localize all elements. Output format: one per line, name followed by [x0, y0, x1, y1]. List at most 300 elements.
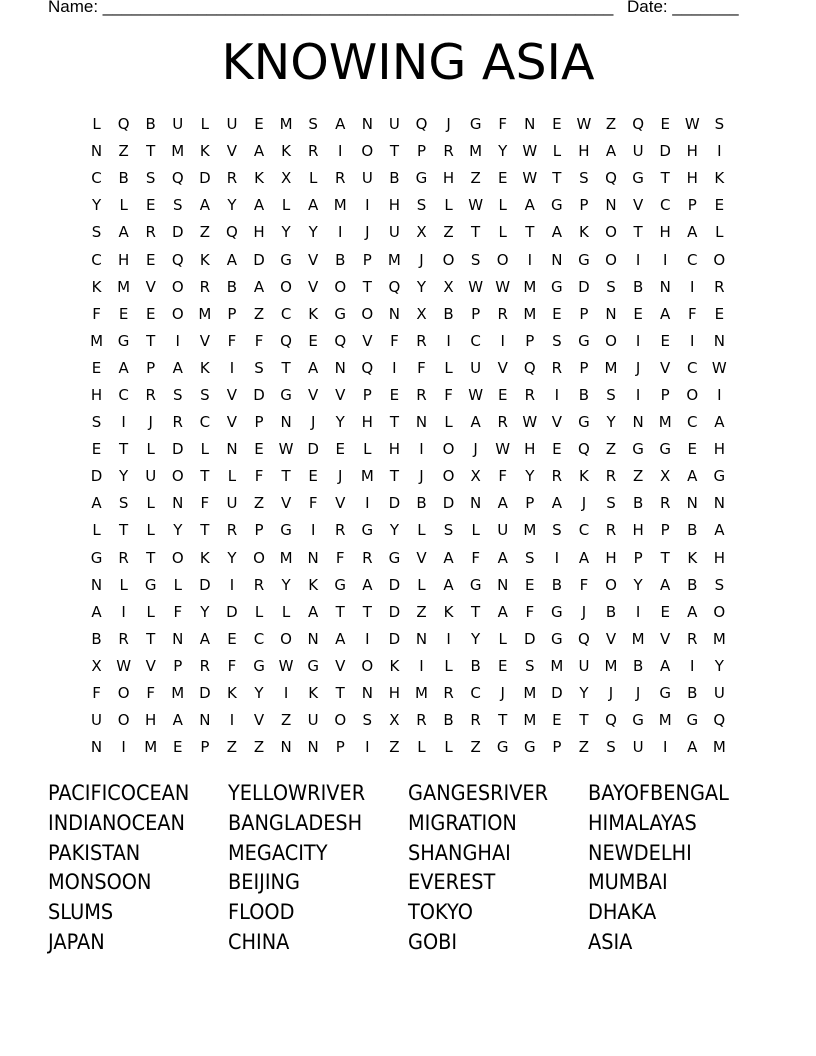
grid-letter: J: [310, 413, 316, 432]
grid-letter: S: [552, 331, 562, 350]
grid-row: [83, 165, 733, 192]
grid-row: [83, 517, 733, 544]
grid-letter: E: [660, 331, 670, 350]
grid-letter: Y: [633, 575, 643, 594]
grid-letter: R: [145, 223, 156, 242]
grid-letter: X: [416, 304, 427, 323]
grid-letter: V: [199, 331, 210, 350]
grid-letter: A: [308, 196, 319, 215]
grid-letter: W: [278, 656, 294, 675]
grid-letter: L: [254, 602, 264, 621]
grid-letter: R: [714, 277, 725, 296]
grid-letter: G: [523, 738, 536, 757]
grid-letter: Q: [280, 331, 292, 350]
grid-letter: R: [416, 385, 427, 404]
grid-letter: M: [117, 277, 131, 296]
grid-letter: E: [145, 250, 156, 269]
grid-letter: T: [471, 602, 481, 621]
grid-letter: A: [687, 223, 698, 242]
grid-letter: M: [279, 115, 293, 134]
grid-letter: I: [392, 358, 397, 377]
grid-letter: Z: [389, 738, 400, 757]
grid-letter: W: [711, 358, 727, 377]
grid-letter: U: [713, 684, 725, 703]
grid-letter: A: [714, 413, 725, 432]
grid-letter: O: [361, 304, 374, 323]
grid-letter: N: [686, 494, 698, 513]
grid-letter: V: [308, 250, 319, 269]
grid-letter: W: [468, 277, 484, 296]
grid-letter: I: [554, 548, 560, 567]
grid-letter: T: [146, 629, 156, 648]
grid-letter: Q: [415, 115, 428, 134]
grid-row: [83, 599, 733, 626]
word-list-item: SLUMS: [48, 900, 114, 925]
grid-letter: F: [254, 467, 264, 486]
grid-letter: P: [633, 548, 643, 567]
grid-letter: X: [389, 711, 400, 730]
grid-letter: G: [307, 656, 319, 675]
grid-letter: V: [226, 142, 238, 161]
grid-letter: Q: [171, 169, 184, 188]
grid-letter: H: [713, 548, 725, 567]
grid-letter: Y: [416, 277, 427, 296]
grid-letter: D: [90, 467, 103, 486]
grid-letter: M: [415, 684, 428, 703]
grid-letter: S: [308, 115, 318, 134]
grid-letter: A: [199, 629, 210, 648]
grid-letter: G: [551, 602, 563, 621]
grid-letter: D: [199, 575, 211, 594]
grid-letter: N: [172, 629, 184, 648]
grid-letter: Y: [525, 467, 535, 486]
grid-letter: P: [416, 142, 426, 161]
grid-letter: N: [307, 629, 319, 648]
grid-letter: E: [227, 629, 237, 648]
grid-letter: I: [554, 385, 560, 404]
word-list-item: MUMBAI: [588, 870, 668, 895]
grid-letter: T: [389, 413, 399, 432]
grid-letter: I: [446, 629, 451, 648]
grid-letter: I: [175, 331, 180, 350]
grid-letter: N: [226, 440, 238, 459]
grid-letter: G: [659, 440, 671, 459]
grid-letter: Z: [470, 738, 481, 757]
grid-letter: J: [338, 467, 343, 486]
grid-letter: L: [146, 521, 155, 540]
grid-letter: E: [173, 738, 183, 757]
grid-letter: V: [335, 656, 346, 675]
grid-letter: G: [713, 467, 726, 486]
grid-letter: T: [633, 223, 643, 242]
grid-letter: V: [497, 358, 508, 377]
grid-letter: Y: [227, 548, 237, 567]
grid-row: [83, 274, 733, 301]
grid-letter: H: [713, 440, 725, 459]
grid-letter: O: [171, 277, 184, 296]
grid-letter: T: [660, 169, 670, 188]
grid-letter: V: [416, 548, 427, 567]
grid-letter: T: [146, 331, 156, 350]
grid-letter: R: [199, 277, 211, 296]
grid-letter: T: [281, 358, 291, 377]
grid-letter: K: [389, 656, 400, 675]
grid-letter: E: [91, 358, 102, 377]
grid-row: [83, 111, 733, 138]
grid-letter: H: [90, 385, 103, 404]
grid-letter: R: [551, 358, 563, 377]
grid-letter: J: [635, 684, 641, 703]
grid-letter: I: [662, 738, 668, 757]
grid-letter: L: [119, 575, 128, 594]
grid-letter: H: [253, 223, 265, 242]
date-field-label: Date: _______: [627, 0, 739, 16]
grid-letter: V: [145, 656, 156, 675]
grid-letter: L: [498, 223, 507, 242]
grid-letter: U: [307, 711, 319, 730]
grid-letter: N: [713, 331, 725, 350]
grid-letter: U: [388, 223, 400, 242]
grid-letter: F: [498, 467, 508, 486]
grid-letter: A: [524, 196, 535, 215]
grid-letter: A: [497, 548, 508, 567]
grid-letter: P: [200, 738, 210, 757]
grid-letter: F: [525, 602, 535, 621]
grid-letter: S: [606, 738, 616, 757]
grid-letter: B: [145, 115, 156, 134]
grid-letter: K: [579, 223, 589, 242]
grid-letter: B: [443, 304, 454, 323]
grid-letter: M: [631, 629, 645, 648]
grid-letter: O: [442, 467, 455, 486]
grid-letter: W: [495, 277, 511, 296]
grid-letter: K: [579, 467, 589, 486]
grid-letter: A: [443, 575, 454, 594]
grid-letter: G: [415, 169, 428, 188]
grid-letter: X: [280, 169, 292, 188]
grid-letter: O: [117, 684, 130, 703]
grid-letter: W: [278, 440, 294, 459]
grid-letter: W: [116, 656, 132, 675]
grid-letter: E: [497, 169, 508, 188]
grid-letter: N: [713, 494, 725, 513]
grid-letter: U: [497, 521, 509, 540]
grid-letter: F: [227, 331, 237, 350]
grid-letter: L: [444, 656, 453, 675]
grid-letter: O: [117, 711, 130, 730]
grid-letter: I: [121, 413, 126, 432]
grid-letter: O: [334, 711, 347, 730]
grid-letter: J: [419, 467, 424, 486]
grid-letter: P: [146, 358, 156, 377]
grid-letter: F: [146, 684, 156, 703]
grid-letter: W: [576, 115, 592, 134]
grid-letter: P: [362, 250, 372, 269]
word-list-item: INDIANOCEAN: [48, 810, 185, 835]
word-list-item: NEWDELHI: [588, 840, 692, 865]
grid-letter: Y: [606, 413, 616, 432]
grid-letter: M: [523, 277, 537, 296]
grid-letter: E: [660, 602, 670, 621]
grid-letter: Q: [171, 250, 184, 269]
grid-letter: B: [605, 602, 617, 621]
grid-letter: N: [90, 575, 103, 594]
word-list-item: GANGESRIVER: [408, 781, 549, 805]
grid-letter: A: [687, 738, 698, 757]
grid-letter: T: [119, 521, 129, 540]
grid-letter: N: [172, 494, 184, 513]
grid-letter: L: [200, 115, 210, 134]
grid-letter: G: [469, 115, 482, 134]
grid-row: [83, 572, 733, 599]
grid-letter: P: [227, 304, 237, 323]
grid-letter: K: [714, 169, 725, 188]
grid-letter: K: [199, 358, 210, 377]
grid-letter: W: [495, 440, 511, 459]
grid-letter: T: [362, 602, 372, 621]
grid-letter: G: [496, 738, 509, 757]
grid-letter: E: [660, 115, 670, 134]
grid-letter: L: [281, 602, 291, 621]
grid-letter: Y: [227, 196, 237, 215]
grid-letter: M: [387, 250, 401, 269]
grid-letter: G: [632, 711, 644, 730]
grid-row: [83, 734, 733, 761]
grid-letter: U: [91, 711, 103, 730]
grid-row: [83, 680, 733, 707]
grid-row: [83, 545, 733, 572]
grid-letter: O: [280, 277, 292, 296]
grid-letter: S: [91, 413, 102, 432]
grid-letter: R: [687, 629, 698, 648]
grid-letter: Y: [714, 656, 724, 675]
grid-letter: L: [173, 575, 182, 594]
grid-letter: J: [446, 115, 451, 134]
grid-letter: M: [523, 711, 537, 730]
grid-row: [83, 436, 733, 463]
grid-letter: C: [199, 413, 211, 432]
grid-letter: E: [254, 115, 264, 134]
grid-letter: U: [632, 142, 644, 161]
grid-letter: L: [444, 413, 453, 432]
grid-letter: I: [121, 602, 126, 621]
grid-letter: J: [608, 684, 614, 703]
grid-letter: R: [172, 413, 183, 432]
grid-letter: G: [361, 521, 374, 540]
grid-letter: V: [632, 196, 644, 215]
grid-letter: X: [91, 656, 102, 675]
grid-letter: D: [226, 602, 238, 621]
grid-letter: I: [365, 629, 370, 648]
grid-letter: D: [388, 629, 401, 648]
grid-letter: Z: [578, 738, 590, 757]
grid-letter: S: [579, 169, 589, 188]
grid-letter: W: [522, 413, 538, 432]
page-title: KNOWING ASIA: [221, 34, 595, 91]
grid-letter: M: [523, 304, 537, 323]
word-list-item: BEIJING: [228, 870, 300, 895]
grid-letter: S: [606, 277, 616, 296]
grid-letter: A: [335, 115, 346, 134]
grid-letter: N: [280, 413, 292, 432]
grid-letter: O: [496, 250, 509, 269]
grid-letter: E: [254, 440, 264, 459]
grid-letter: Y: [498, 142, 508, 161]
grid-letter: D: [171, 440, 184, 459]
grid-letter: D: [388, 494, 401, 513]
grid-letter: A: [91, 494, 102, 513]
grid-letter: N: [361, 684, 373, 703]
grid-letter: Q: [117, 115, 130, 134]
grid-letter: A: [660, 575, 671, 594]
grid-letter: M: [360, 467, 374, 486]
grid-letter: A: [551, 223, 562, 242]
grid-letter: I: [635, 602, 641, 621]
grid-letter: R: [605, 467, 617, 486]
grid-letter: M: [604, 656, 618, 675]
grid-letter: C: [91, 250, 102, 269]
grid-letter: Y: [91, 196, 102, 215]
grid-letter: M: [550, 656, 564, 675]
grid-letter: M: [469, 142, 483, 161]
grid-letter: D: [388, 575, 401, 594]
grid-letter: R: [605, 521, 617, 540]
grid-letter: K: [308, 684, 319, 703]
grid-row: [83, 490, 733, 517]
grid-letter: Z: [199, 223, 210, 242]
grid-letter: Q: [523, 358, 536, 377]
word-list-item: HIMALAYAS: [588, 810, 697, 835]
grid-letter: L: [146, 602, 155, 621]
grid-letter: V: [605, 629, 617, 648]
grid-letter: G: [551, 277, 563, 296]
grid-letter: Z: [253, 738, 265, 757]
grid-letter: I: [690, 331, 695, 350]
grid-letter: G: [144, 575, 157, 594]
grid-letter: C: [687, 413, 698, 432]
grid-letter: N: [605, 304, 617, 323]
grid-letter: T: [146, 548, 156, 567]
name-field-label: Name: ______________________________________________________: [48, 0, 614, 16]
grid-row: [83, 138, 733, 165]
word-list-item: DHAKA: [588, 900, 657, 925]
grid-row: [83, 626, 733, 653]
grid-letter: P: [552, 738, 562, 757]
grid-letter: I: [338, 142, 343, 161]
grid-letter: K: [281, 142, 291, 161]
grid-letter: E: [389, 385, 400, 404]
grid-letter: F: [308, 494, 318, 513]
grid-letter: F: [444, 385, 453, 404]
grid-letter: D: [253, 385, 265, 404]
grid-letter: V: [335, 494, 346, 513]
grid-letter: L: [146, 440, 155, 459]
grid-letter: I: [500, 331, 505, 350]
word-list-item: YELLOWRIVER: [228, 781, 366, 805]
grid-letter: Y: [281, 223, 291, 242]
grid-letter: G: [280, 385, 292, 404]
grid-letter: A: [172, 711, 183, 730]
grid-letter: I: [121, 738, 126, 757]
grid-letter: Q: [361, 358, 374, 377]
grid-letter: K: [254, 169, 264, 188]
grid-letter: P: [254, 521, 264, 540]
grid-letter: C: [659, 196, 671, 215]
grid-letter: V: [308, 385, 319, 404]
grid-letter: I: [717, 142, 722, 161]
grid-letter: N: [361, 115, 373, 134]
grid-letter: L: [417, 738, 426, 757]
grid-letter: F: [687, 304, 697, 323]
grid-letter: S: [173, 385, 183, 404]
grid-letter: R: [226, 521, 238, 540]
grid-letter: R: [362, 548, 373, 567]
grid-letter: A: [714, 521, 725, 540]
grid-letter: U: [226, 494, 238, 513]
grid-letter: G: [632, 440, 644, 459]
grid-letter: L: [92, 115, 101, 134]
grid-row: [83, 219, 733, 246]
grid-letter: A: [497, 602, 508, 621]
grid-row: [83, 653, 733, 680]
grid-letter: V: [226, 413, 238, 432]
grid-letter: L: [281, 196, 291, 215]
grid-letter: O: [171, 548, 184, 567]
grid-letter: B: [551, 575, 563, 594]
grid-letter: B: [687, 521, 698, 540]
word-list-item: CHINA: [228, 929, 290, 954]
grid-letter: T: [200, 521, 210, 540]
grid-letter: N: [307, 738, 319, 757]
grid-letter: A: [497, 494, 508, 513]
grid-letter: R: [524, 385, 535, 404]
grid-letter: R: [335, 169, 346, 188]
grid-letter: B: [416, 494, 427, 513]
grid-letter: R: [253, 575, 265, 594]
grid-letter: C: [118, 385, 129, 404]
grid-letter: Z: [632, 467, 644, 486]
grid-letter: V: [280, 494, 292, 513]
grid-letter: R: [145, 385, 156, 404]
grid-letter: M: [279, 548, 293, 567]
grid-letter: G: [551, 629, 563, 648]
grid-letter: D: [388, 602, 401, 621]
grid-letter: F: [173, 602, 183, 621]
grid-letter: Z: [443, 223, 454, 242]
word-list-item: MIGRATION: [408, 810, 517, 835]
grid-letter: M: [171, 684, 185, 703]
grid-letter: F: [390, 331, 399, 350]
grid-letter: Z: [253, 494, 265, 513]
grid-letter: M: [198, 304, 212, 323]
grid-letter: B: [632, 656, 644, 675]
grid-letter: N: [470, 494, 482, 513]
grid-letter: A: [253, 142, 265, 161]
grid-letter: I: [635, 250, 641, 269]
word-search-grid: [83, 111, 733, 761]
grid-letter: S: [362, 711, 373, 730]
grid-letter: A: [687, 467, 698, 486]
grid-letter: R: [118, 629, 129, 648]
grid-letter: R: [497, 304, 508, 323]
grid-letter: L: [92, 521, 101, 540]
grid-letter: T: [389, 142, 399, 161]
grid-letter: O: [361, 142, 374, 161]
grid-letter: R: [118, 548, 129, 567]
grid-letter: S: [118, 494, 129, 513]
grid-letter: G: [334, 304, 347, 323]
grid-letter: A: [226, 250, 238, 269]
